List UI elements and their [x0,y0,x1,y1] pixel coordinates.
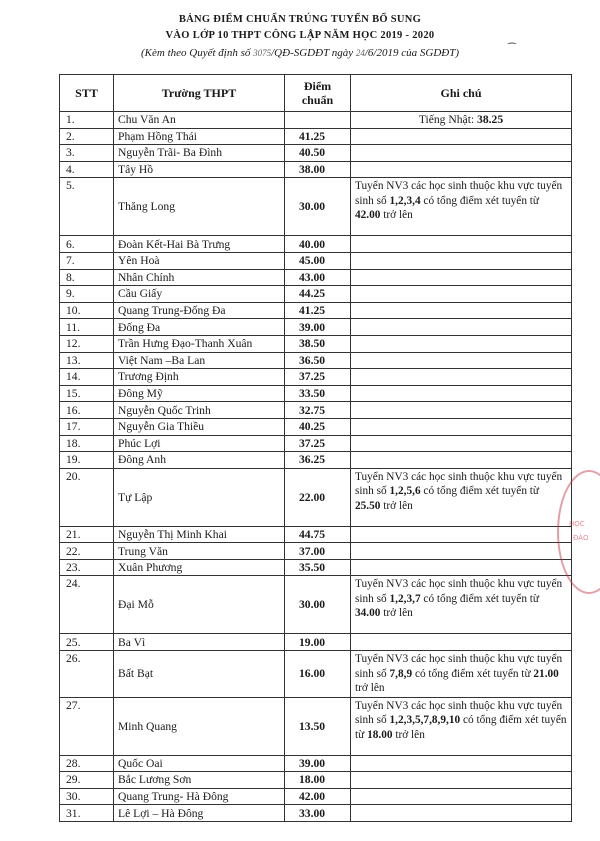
note-part-e: trở lên [380,607,413,620]
note-part-b: 1,2,3,7 [389,592,421,605]
cell-score: 22.00 [285,468,351,526]
cell-note [351,402,572,419]
col-header-stt: STT [60,75,114,112]
cell-school: Nguyễn Gia Thiều [114,418,285,435]
table-row [60,526,572,543]
cell-note [351,178,572,236]
cell-score: 36.25 [285,452,351,469]
decision-number: 3075 [253,48,272,58]
cell-school: Đông Anh [114,452,285,469]
cell-note [351,526,572,543]
cell-score: 41.25 [285,128,351,145]
note-part-e: trở lên [355,682,385,695]
cell-note [351,335,572,352]
cell-stt: 5. [60,178,114,236]
cell-score: 44.75 [285,526,351,543]
cell-school: Trần Hưng Đạo-Thanh Xuân [114,335,285,352]
table-row [60,145,572,162]
table-row [60,452,572,469]
title-line-1: BẢNG ĐIỂM CHUẨN TRÚNG TUYỂN BỔ SUNG [178,14,422,25]
cell-score: 19.00 [285,634,351,651]
cell-school: Phạm Hồng Thái [114,128,285,145]
cell-note [351,319,572,336]
cell-note [351,112,572,129]
cell-school: Phúc Lợi [114,435,285,452]
cell-stt: 11. [60,319,114,336]
cell-note [351,468,572,526]
cell-school: Đông Mỹ [114,385,285,402]
table-row [60,352,572,369]
cell-note [351,651,572,698]
cell-school: Trương Định [114,369,285,386]
table-body [60,112,572,822]
cell-stt: 27. [60,697,114,755]
cell-note [351,772,572,789]
cell-school: Quang Trung- Hà Đông [114,788,285,805]
cell-school: Minh Quang [114,697,285,755]
cell-score: 39.00 [285,755,351,772]
cell-stt: 21. [60,526,114,543]
col-header-school: Trường THPT [114,75,285,112]
cell-school: Tây Hồ [114,161,285,178]
table-row [60,302,572,319]
col-header-note: Ghi chú [351,75,572,112]
cell-note [351,755,572,772]
cell-stt: 26. [60,651,114,698]
cell-note [351,145,572,162]
table-row [60,178,572,236]
table-row [60,319,572,336]
cell-stt: 8. [60,269,114,286]
cell-stt: 15. [60,385,114,402]
cell-score: 41.25 [285,302,351,319]
table-row [60,435,572,452]
note-part-e: trở lên [392,728,425,741]
cell-score: 13.50 [285,697,351,755]
cell-stt: 30. [60,788,114,805]
note-part-d: 42.00 [355,209,381,222]
table-row [60,286,572,303]
cell-stt: 28. [60,755,114,772]
cell-note [351,161,572,178]
cell-school: Nguyễn Trãi- Ba Đình [114,145,285,162]
table-row [60,335,572,352]
table-row [60,369,572,386]
cell-stt: 2. [60,128,114,145]
cell-school: Ba Vì [114,634,285,651]
table-row [60,128,572,145]
cell-score: 32.75 [285,402,351,419]
cell-stt: 12. [60,335,114,352]
cell-school: Lê Lợi – Hà Đông [114,805,285,822]
cell-note [351,452,572,469]
cell-school: Yên Hoà [114,252,285,269]
note-part-d: 21.00 [533,667,559,680]
note-part-d: 25.50 [355,499,381,512]
cell-note [351,697,572,755]
cell-score: 30.00 [285,576,351,634]
cell-stt: 7. [60,252,114,269]
cell-score: 43.00 [285,269,351,286]
cell-school: Đoàn Kết-Hai Bà Trưng [114,236,285,253]
note-part-c: có tổng điểm xét tuyển từ [420,485,540,498]
table-row [60,697,572,755]
table-row [60,112,572,129]
note-part-a: Tuyển NV3 các học sinh thuộc khu vực tuyển sinh số [355,699,563,727]
table-header-row [60,75,572,112]
score-header-line1: Điểm [303,79,332,93]
pen-mark-icon: ⁀ [508,44,517,55]
table-row [60,385,572,402]
note-part-a: Tuyển NV3 các học sinh thuộc khu vực tuyển sinh số [355,180,563,207]
cell-stt: 24. [60,576,114,634]
cell-school: Đống Đa [114,319,285,336]
table-row [60,805,572,822]
table-row [60,418,572,435]
cell-score: 40.25 [285,418,351,435]
cell-note [351,128,572,145]
cell-note [351,788,572,805]
note-part-c: có tổng điểm xét tuyển từ [420,592,540,605]
table-row [60,634,572,651]
cell-note [351,559,572,576]
cell-note [351,385,572,402]
note-part-b: 1,2,3,5,7,8,9,10 [389,714,461,727]
cell-note [351,269,572,286]
note-part-a: Tuyển NV3 các học sinh thuộc khu vực tuyển sinh số [355,653,563,680]
cell-score: 38.00 [285,161,351,178]
table-row [60,755,572,772]
cell-school: Nhân Chính [114,269,285,286]
cell-school: Tự Lập [114,468,285,526]
cell-note [351,418,572,435]
cell-school: Xuân Phương [114,559,285,576]
cell-note [351,286,572,303]
cell-stt: 9. [60,286,114,303]
cell-note [351,543,572,560]
cell-stt: 13. [60,352,114,369]
cell-score: 45.00 [285,252,351,269]
cell-stt: 4. [60,161,114,178]
cell-stt: 6. [60,236,114,253]
cell-score: 33.00 [285,805,351,822]
decision-day: 24 [355,48,365,58]
cell-school: Thăng Long [114,178,285,236]
table-row [60,252,572,269]
cell-score: 18.00 [285,772,351,789]
cell-stt: 29. [60,772,114,789]
cell-stt: 23. [60,559,114,576]
cell-score: 37.00 [285,543,351,560]
cell-stt: 3. [60,145,114,162]
cell-stt: 25. [60,634,114,651]
cell-score: 44.25 [285,286,351,303]
cell-school: Chu Văn An [114,112,285,129]
table-row [60,788,572,805]
stamp-text-1: HỌC [569,520,585,528]
cell-note [351,576,572,634]
cell-stt: 16. [60,402,114,419]
cell-note [351,252,572,269]
cell-score: 42.00 [285,788,351,805]
table-row [60,402,572,419]
cell-stt: 14. [60,369,114,386]
cell-school: Trung Văn [114,543,285,560]
cell-stt: 22. [60,543,114,560]
cell-school: Cầu Giấy [114,286,285,303]
note-part-e: trở lên [380,209,413,222]
table-row [60,772,572,789]
cell-note [351,435,572,452]
cell-school: Quang Trung-Đống Đa [114,302,285,319]
note-part-c: có tổng điểm xét tuyển từ [412,667,534,680]
cell-score: 38.50 [285,335,351,352]
cell-score: 36.50 [285,352,351,369]
cell-note [351,369,572,386]
note-part-b: 1,2,3,4 [389,194,421,207]
table-row [60,576,572,634]
cell-school: Nguyễn Thị Minh Khai [114,526,285,543]
table-row [60,651,572,698]
cell-school: Nguyễn Quốc Trinh [114,402,285,419]
note-label: Tiếng Nhật: [418,113,478,127]
table-row [60,559,572,576]
decision-suffix: /6/2019 của SGDĐT) [364,47,459,59]
score-header-line2: chuẩn [301,93,334,107]
note-value: 38.25 [477,113,504,127]
cell-score: 35.50 [285,559,351,576]
cell-school: Bất Bạt [114,651,285,698]
cell-stt: 19. [60,452,114,469]
cell-note [351,236,572,253]
score-table [59,74,572,822]
table-row [60,161,572,178]
cell-score: 33.50 [285,385,351,402]
cell-stt: 18. [60,435,114,452]
table-row [60,236,572,253]
decision-prefix: (Kèm theo Quyết định số [141,47,254,59]
note-part-e: trở lên [380,499,413,512]
cell-score: 40.50 [285,145,351,162]
cell-stt: 1. [60,112,114,129]
note-part-c: có tổng điểm xét tuyển từ [355,714,567,741]
cell-school: Đại Mỗ [114,576,285,634]
cell-score: 30.00 [285,178,351,236]
note-part-a: Tuyển NV3 các học sinh thuộc khu vực tuyển sinh số [355,578,563,605]
table-row [60,269,572,286]
cell-score: 39.00 [285,319,351,336]
cell-school: Việt Nam –Ba Lan [114,352,285,369]
cell-school: Bắc Lương Sơn [114,772,285,789]
note-part-c: có tổng điểm xét tuyển từ [420,194,540,207]
cell-note [351,352,572,369]
col-header-score [285,75,351,112]
cell-stt: 31. [60,805,114,822]
cell-score: 16.00 [285,651,351,698]
table-row [60,543,572,560]
table-row [60,468,572,526]
cell-stt: 17. [60,418,114,435]
title-line-2: VÀO LỚP 10 THPT CÔNG LẬP NĂM HỌC 2019 - 2020 [165,30,435,41]
cell-note [351,302,572,319]
cell-note [351,634,572,651]
cell-stt: 10. [60,302,114,319]
note-part-d: 18.00 [367,728,393,741]
cell-note [351,805,572,822]
note-part-b: 7,8,9 [389,667,413,680]
note-part-b: 1,2,5,6 [389,485,421,498]
cell-school: Quốc Oai [114,755,285,772]
note-part-a: Tuyển NV3 các học sinh thuộc khu vực tuyển sinh số [355,470,563,498]
cell-score: 37.25 [285,369,351,386]
cell-score: 40.00 [285,236,351,253]
cell-stt: 20. [60,468,114,526]
cell-score [285,112,351,129]
cell-score: 37.25 [285,435,351,452]
decision-mid: /QĐ-SGDĐT ngày [271,47,356,59]
stamp-text-2: ĐÀO [573,534,589,542]
note-part-d: 34.00 [355,607,381,620]
